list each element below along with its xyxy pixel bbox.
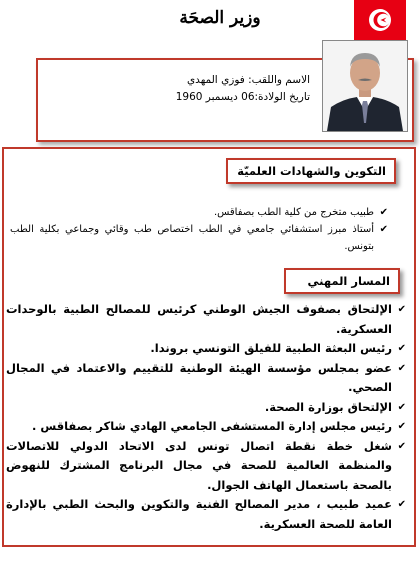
- list-item: ✔ رئيس مجلس إدارة المستشفى الجامعي الهادي شاكر بصفاقس .: [6, 417, 406, 437]
- check-arrow-icon: ✔: [397, 440, 406, 452]
- list-item: ✔ الإلتحاق بصفوف الجيش الوطني كرئيس للمصالح الطبية بالوحدات العسكرية.: [6, 302, 406, 336]
- name-line: الاسم واللقب: فوزي المهدي: [186, 74, 310, 86]
- list-item: ✔ عميد طبيب ، مدير المصالح الفنية والتكوين والبحث الطبي بالإدارة العامة للصحة العسكرية.: [6, 497, 406, 531]
- list-item: ✔ رئيس البعثة الطبية للفيلق التونسي بروندا.: [6, 339, 406, 359]
- check-arrow-icon: ✔: [379, 224, 388, 235]
- identity-info: [60, 72, 310, 106]
- career-heading: المسار المهني: [284, 268, 400, 294]
- check-arrow-icon: ✔: [397, 362, 406, 374]
- tunisia-flag-icon: [354, 0, 406, 40]
- list-item: ✔ أستاذ مبرز استشفائي جامعي في الطب اختصاص طب وقائي وجماعي بكلية الطب بتونس.: [10, 221, 388, 255]
- page-title: وزير الصحَة: [179, 8, 261, 28]
- list-item: ✔ الإلتحاق بوزارة الصحة.: [6, 398, 406, 418]
- check-arrow-icon: ✔: [397, 343, 406, 354]
- minister-portrait: [322, 40, 408, 132]
- education-list: [10, 204, 388, 255]
- check-arrow-icon: ✔: [397, 304, 406, 315]
- check-arrow-icon: ✔: [379, 207, 388, 218]
- check-arrow-icon: ✔: [397, 499, 406, 510]
- check-arrow-icon: ✔: [397, 421, 406, 432]
- education-heading: التكوين والشهادات العلميّة: [226, 158, 396, 184]
- career-list: [6, 300, 406, 534]
- list-item: ✔ شغل خطة نقطة اتصال تونس لدى الاتحاد الدولي للاتصالات والمنظمة العالمية للصحة في مجال البرنامج المشترك للنهوض بالصحة باستعمال الهاتف الجوال.: [6, 438, 406, 492]
- list-item: ✔ طبيب متخرج من كلية الطب بصفاقس.: [10, 204, 388, 221]
- birth-line: تاريخ الولادة:06 ديسمبر 1960: [175, 91, 310, 103]
- list-item: ✔ عضو بمجلس مؤسسة الهيئة الوطنية للتقييم والاعتماد في المجال الصحي.: [6, 360, 406, 394]
- check-arrow-icon: ✔: [397, 401, 406, 413]
